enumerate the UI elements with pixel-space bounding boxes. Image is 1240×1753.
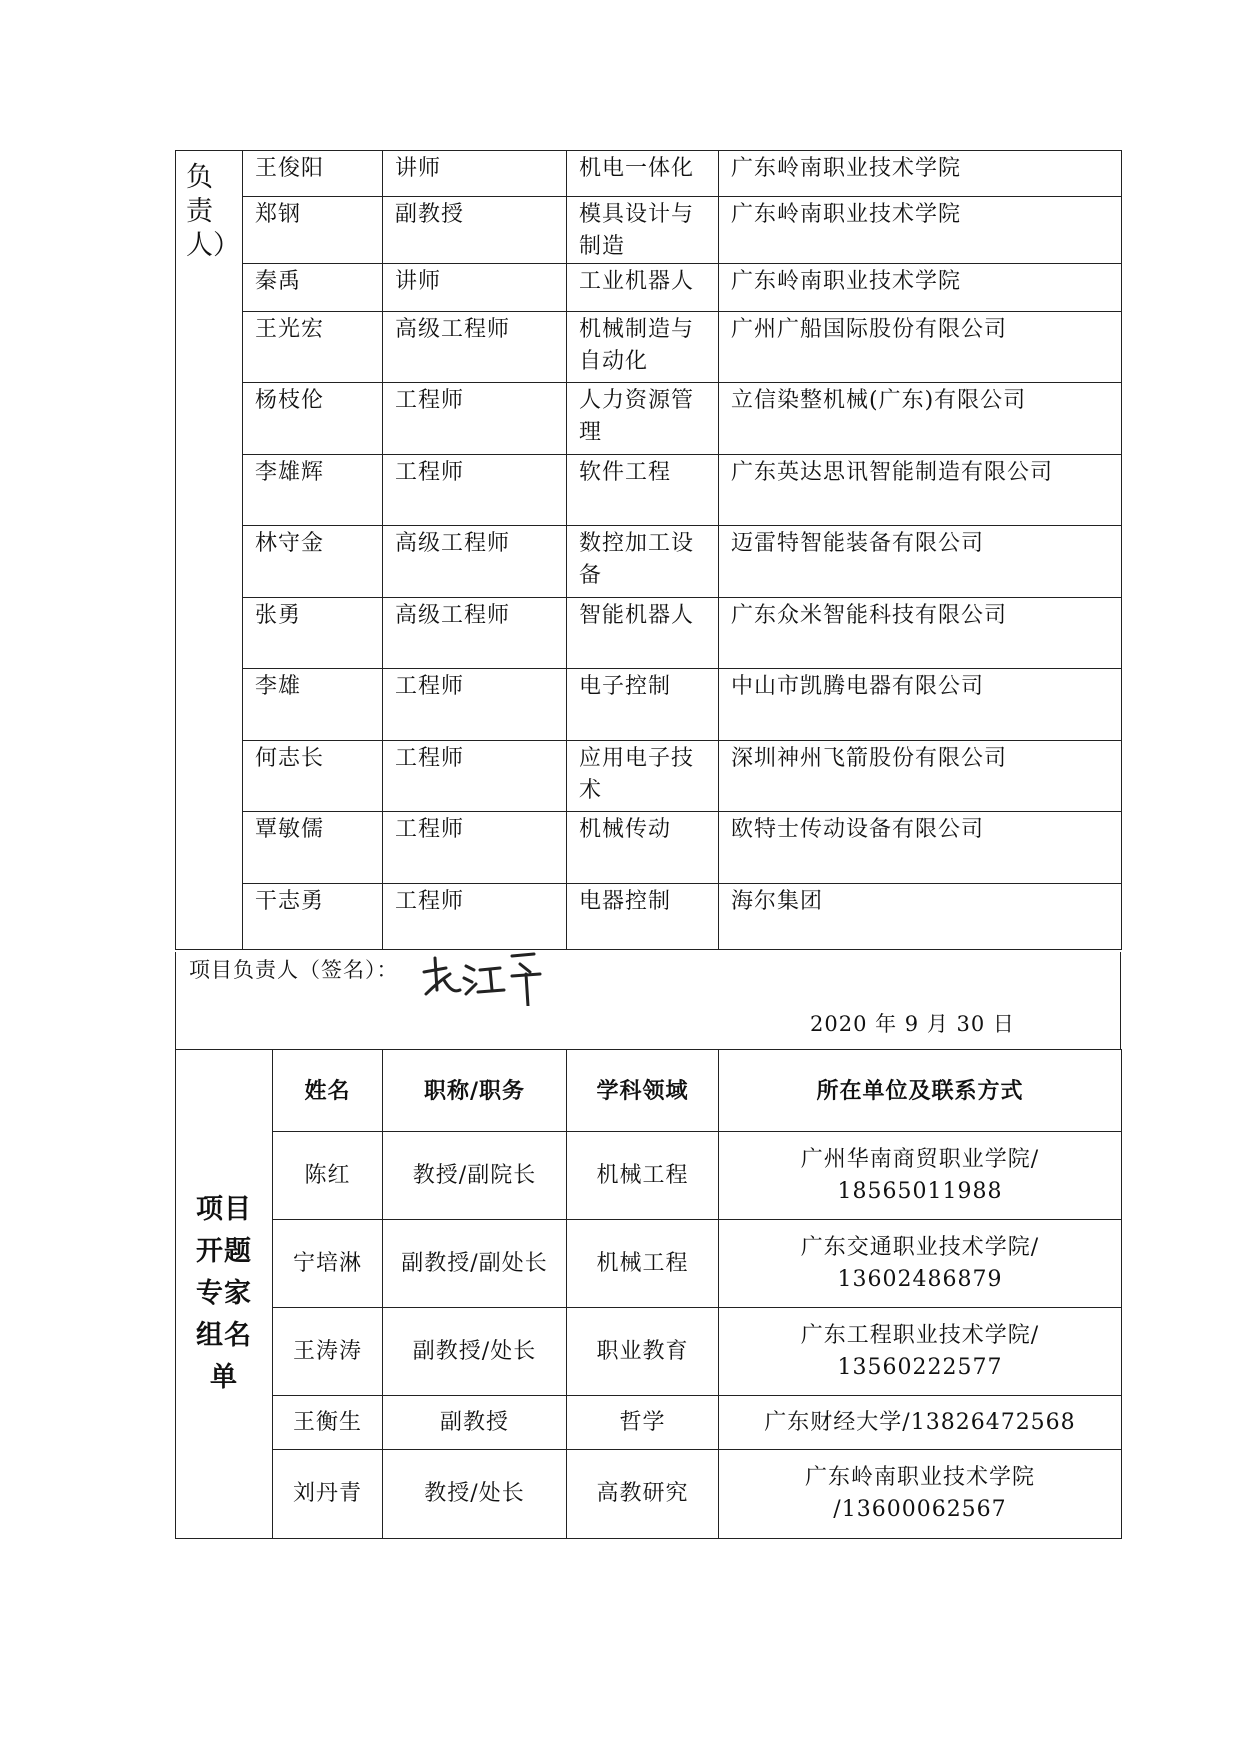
expert-unit: 广东交通职业技术学院/ 13602486879 [719, 1220, 1122, 1308]
expert-name: 宁培淋 [273, 1220, 383, 1308]
expert-name: 王涛涛 [273, 1308, 383, 1396]
member-name: 郑钢 [243, 197, 383, 264]
member-name: 秦禹 [243, 264, 383, 312]
member-field: 软件工程 [567, 455, 719, 526]
signature-date: 2020 年 9 月 30 日 [810, 1012, 1015, 1036]
expert-title: 副教授 [383, 1396, 567, 1450]
member-field: 工业机器人 [567, 264, 719, 312]
member-name: 干志勇 [243, 884, 383, 950]
member-name: 林守金 [243, 526, 383, 598]
header-title: 职称/职务 [383, 1050, 567, 1132]
member-title: 高级工程师 [383, 598, 567, 669]
member-field: 数控加工设备 [567, 526, 719, 598]
expert-field: 机械工程 [567, 1132, 719, 1220]
member-field: 机械制造与自动化 [567, 312, 719, 383]
handwritten-signature [416, 944, 556, 1006]
member-field: 人力资源管理 [567, 383, 719, 455]
member-title: 工程师 [383, 884, 567, 950]
expert-field: 高教研究 [567, 1450, 719, 1539]
member-unit: 广东岭南职业技术学院 [719, 151, 1122, 197]
expert-field: 职业教育 [567, 1308, 719, 1396]
expert-title: 教授/处长 [383, 1450, 567, 1539]
member-field: 应用电子技术 [567, 741, 719, 812]
member-title: 工程师 [383, 669, 567, 741]
expert-table [175, 1049, 1122, 1539]
member-title: 副教授 [383, 197, 567, 264]
expert-title: 副教授/处长 [383, 1308, 567, 1396]
header-unit: 所在单位及联系方式 [719, 1050, 1122, 1132]
member-unit: 广东岭南职业技术学院 [719, 264, 1122, 312]
expert-unit: 广东工程职业技术学院/ 13560222577 [719, 1308, 1122, 1396]
member-unit: 广东英达思讯智能制造有限公司 [719, 455, 1122, 526]
member-field: 电器控制 [567, 884, 719, 950]
side-label-experts: 项目 开题 专家 组名 单 [176, 1050, 273, 1539]
member-title: 讲师 [383, 264, 567, 312]
header-name: 姓名 [273, 1050, 383, 1132]
member-unit: 欧特士传动设备有限公司 [719, 812, 1122, 884]
member-name: 王光宏 [243, 312, 383, 383]
expert-name: 陈红 [273, 1132, 383, 1220]
member-unit: 立信染整机械(广东)有限公司 [719, 383, 1122, 455]
member-unit: 深圳神州飞箭股份有限公司 [719, 741, 1122, 812]
member-field: 机电一体化 [567, 151, 719, 197]
side-label-leader: 负 责 人） [176, 151, 243, 950]
member-field: 模具设计与制造 [567, 197, 719, 264]
member-unit: 广东众米智能科技有限公司 [719, 598, 1122, 669]
member-table [175, 150, 1122, 950]
member-field: 机械传动 [567, 812, 719, 884]
member-unit: 迈雷特智能装备有限公司 [719, 526, 1122, 598]
signature-block [175, 952, 1121, 1049]
member-title: 工程师 [383, 812, 567, 884]
member-name: 王俊阳 [243, 151, 383, 197]
member-title: 高级工程师 [383, 526, 567, 598]
member-name: 覃敏儒 [243, 812, 383, 884]
member-name: 何志长 [243, 741, 383, 812]
expert-unit: 广东岭南职业技术学院 /13600062567 [719, 1450, 1122, 1539]
member-unit: 广州广船国际股份有限公司 [719, 312, 1122, 383]
expert-name: 王衡生 [273, 1396, 383, 1450]
header-field: 学科领域 [567, 1050, 719, 1132]
expert-title: 教授/副院长 [383, 1132, 567, 1220]
member-name: 张勇 [243, 598, 383, 669]
member-title: 工程师 [383, 455, 567, 526]
member-title: 讲师 [383, 151, 567, 197]
expert-unit: 广州华南商贸职业学院/ 18565011988 [719, 1132, 1122, 1220]
member-name: 李雄 [243, 669, 383, 741]
expert-field: 哲学 [567, 1396, 719, 1450]
member-field: 电子控制 [567, 669, 719, 741]
member-name: 李雄辉 [243, 455, 383, 526]
member-field: 智能机器人 [567, 598, 719, 669]
signature-label: 项目负责人（签名）： [189, 958, 399, 982]
member-unit: 中山市凯腾电器有限公司 [719, 669, 1122, 741]
member-name: 杨枝伦 [243, 383, 383, 455]
expert-name: 刘丹青 [273, 1450, 383, 1539]
expert-title: 副教授/副处长 [383, 1220, 567, 1308]
member-unit: 海尔集团 [719, 884, 1122, 950]
member-title: 工程师 [383, 741, 567, 812]
member-title: 高级工程师 [383, 312, 567, 383]
expert-field: 机械工程 [567, 1220, 719, 1308]
member-title: 工程师 [383, 383, 567, 455]
expert-unit: 广东财经大学/13826472568 [719, 1396, 1122, 1450]
member-unit: 广东岭南职业技术学院 [719, 197, 1122, 264]
